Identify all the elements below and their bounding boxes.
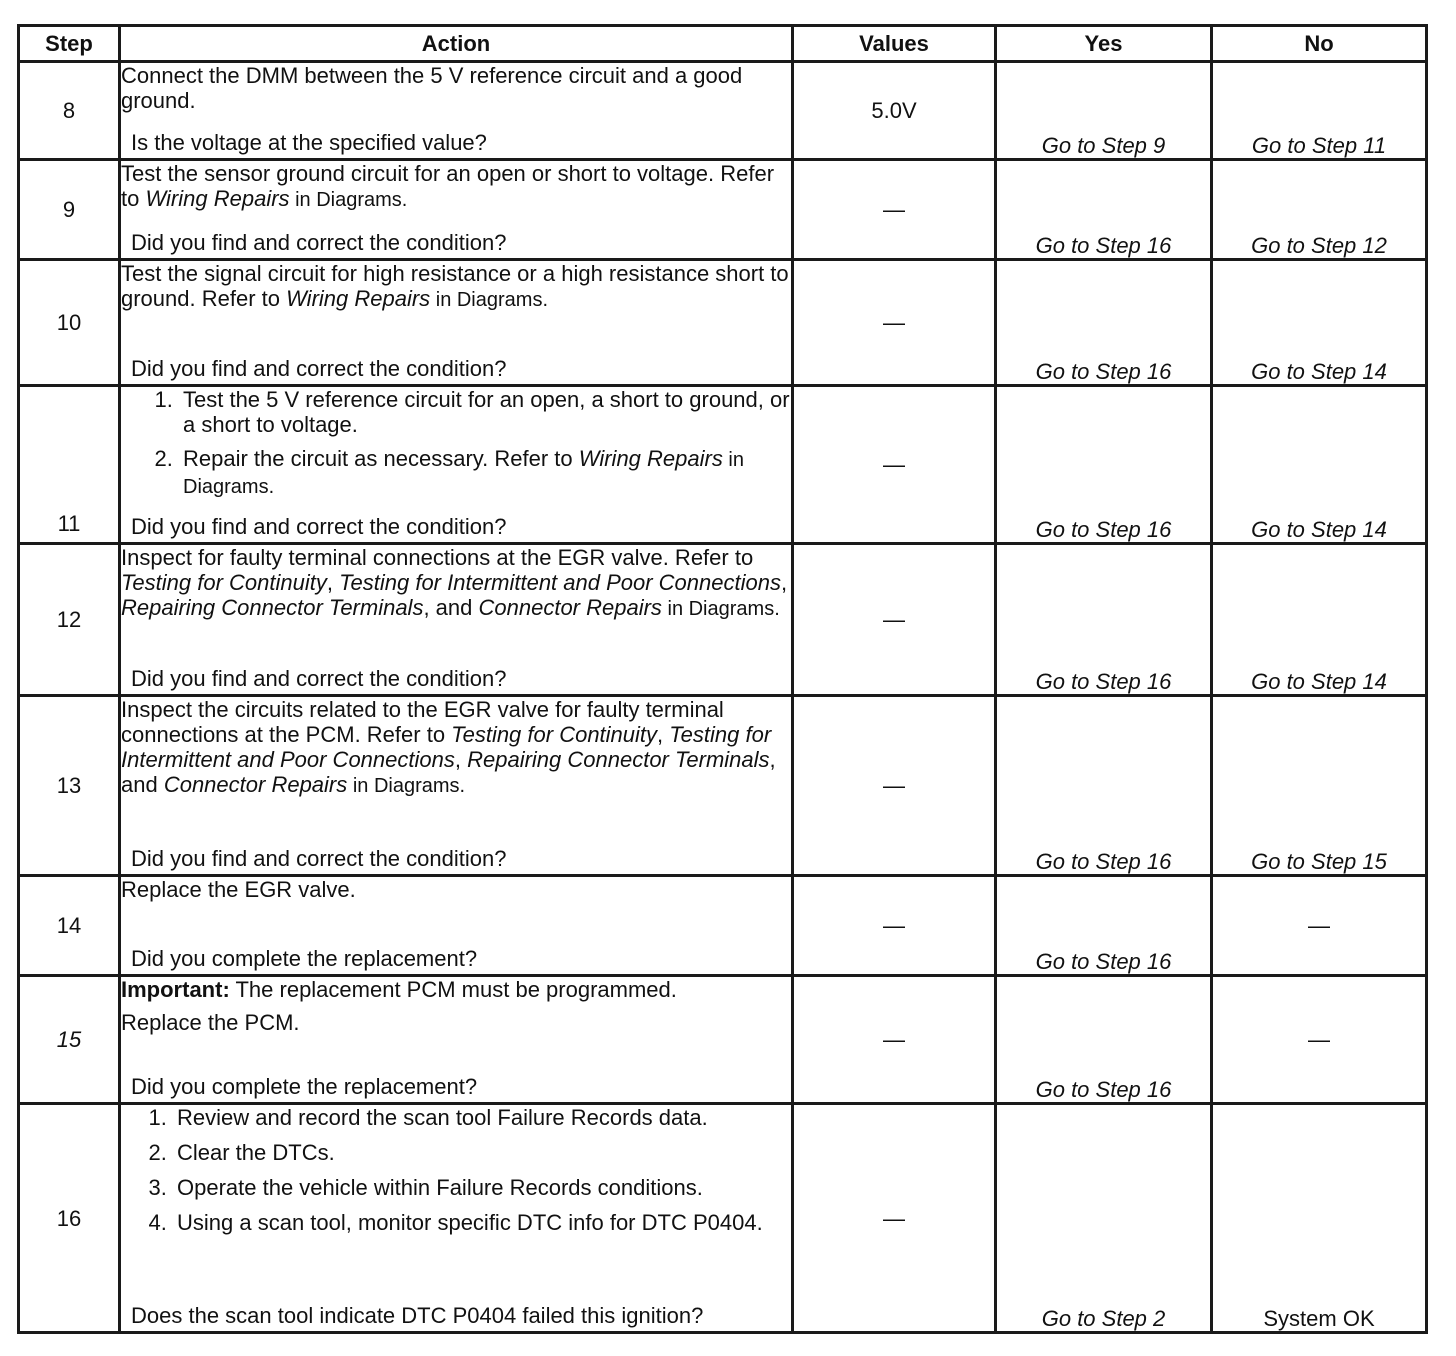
step-number: 10: [19, 260, 120, 386]
table-row: [19, 976, 1427, 1104]
action-cell: [120, 976, 793, 1104]
action-question: Did you complete the replacement?: [131, 1074, 478, 1099]
table-row: [19, 160, 1427, 260]
table-row: [19, 386, 1427, 544]
value-cell: 5.0V: [793, 62, 996, 160]
yes-cell: Go to Step 16: [996, 160, 1212, 260]
value-cell: —: [793, 160, 996, 260]
action-steps-list: [121, 387, 791, 500]
step-number: 11: [19, 386, 120, 544]
no-cell: —: [1212, 876, 1427, 976]
list-item: 3. Operate the vehicle within Failure Records conditions.: [173, 1175, 791, 1200]
action-text: Replace the PCM.: [121, 1010, 300, 1035]
no-cell: Go to Step 14: [1212, 386, 1427, 544]
step-number: 16: [19, 1104, 120, 1333]
value-cell: —: [793, 544, 996, 696]
no-cell: System OK: [1212, 1104, 1427, 1333]
action-question: Did you find and correct the condition?: [131, 666, 507, 691]
step-number: 14: [19, 876, 120, 976]
action-text: Replace the EGR valve.: [121, 877, 356, 902]
step-number: 15: [19, 976, 120, 1104]
yes-cell: Go to Step 16: [996, 876, 1212, 976]
yes-cell: Go to Step 16: [996, 260, 1212, 386]
list-item: 2. Repair the circuit as necessary. Refer to Wiring Repairs in Diagrams.: [179, 446, 791, 500]
action-question: Did you find and correct the condition?: [131, 514, 507, 539]
action-question: Does the scan tool indicate DTC P0404 failed this ignition?: [131, 1303, 704, 1328]
no-cell: —: [1212, 976, 1427, 1104]
table-row: [19, 544, 1427, 696]
value-cell: —: [793, 876, 996, 976]
yes-cell: Go to Step 16: [996, 544, 1212, 696]
header-no: No: [1212, 26, 1427, 62]
action-question: Did you complete the replacement?: [131, 946, 478, 971]
action-text: Inspect for faulty terminal connections at the EGR valve. Refer to Testing for Continuity, Testing for Intermittent and Poor Connections, Repairing Connector Terminals, and Connector Repairs in Diagrams.: [121, 545, 788, 620]
action-cell: [120, 1104, 793, 1333]
action-steps-list: [121, 1105, 791, 1235]
header-yes: Yes: [996, 26, 1212, 62]
step-number: 13: [19, 696, 120, 876]
action-cell: [120, 160, 793, 260]
header-action: Action: [120, 26, 793, 62]
action-text: Test the signal circuit for high resistance or a high resistance short to ground. Refer to Wiring Repairs in Diagrams.: [121, 261, 789, 311]
no-cell: Go to Step 14: [1212, 544, 1427, 696]
action-cell: [120, 696, 793, 876]
action-text: Inspect the circuits related to the EGR valve for faulty terminal connections at the PCM. Refer to Testing for Continuity, Testing for Intermittent and Poor Connections, Repairing Connector Terminals, and Connector Repairs in Diagrams.: [121, 697, 776, 797]
no-cell: Go to Step 12: [1212, 160, 1427, 260]
action-cell: [120, 544, 793, 696]
value-cell: —: [793, 386, 996, 544]
list-item: 2. Clear the DTCs.: [173, 1140, 791, 1165]
yes-cell: Go to Step 16: [996, 976, 1212, 1104]
table-row: [19, 1104, 1427, 1333]
yes-cell: Go to Step 9: [996, 62, 1212, 160]
action-cell: [120, 62, 793, 160]
important-note: Important: The replacement PCM must be programmed.: [121, 977, 677, 1002]
value-cell: —: [793, 696, 996, 876]
no-cell: Go to Step 14: [1212, 260, 1427, 386]
action-cell: [120, 260, 793, 386]
diagnostic-table: [17, 24, 1428, 1334]
action-text: Connect the DMM between the 5 V reference circuit and a good ground.: [121, 63, 743, 113]
list-item: 1. Review and record the scan tool Failure Records data.: [173, 1105, 791, 1130]
table-row: [19, 876, 1427, 976]
no-cell: Go to Step 11: [1212, 62, 1427, 160]
action-question: Did you find and correct the condition?: [131, 230, 507, 255]
step-number: 12: [19, 544, 120, 696]
action-text: Test the sensor ground circuit for an open or short to voltage. Refer to Wiring Repairs in Diagrams.: [121, 161, 775, 211]
header-values: Values: [793, 26, 996, 62]
list-item: 4. Using a scan tool, monitor specific DTC info for DTC P0404.: [173, 1210, 791, 1235]
reference-link-text: Wiring Repairs: [145, 186, 290, 211]
header-step: Step: [19, 26, 120, 62]
value-cell: —: [793, 976, 996, 1104]
list-item: 1. Test the 5 V reference circuit for an open, a short to ground, or a short to voltage.: [179, 387, 791, 437]
step-number: 9: [19, 160, 120, 260]
table-row: [19, 260, 1427, 386]
action-cell: [120, 876, 793, 976]
table-row: [19, 696, 1427, 876]
yes-cell: Go to Step 16: [996, 386, 1212, 544]
action-question: Is the voltage at the specified value?: [131, 130, 487, 155]
action-question: Did you find and correct the condition?: [131, 356, 507, 381]
table-row: [19, 62, 1427, 160]
step-number: 8: [19, 62, 120, 160]
yes-cell: Go to Step 2: [996, 1104, 1212, 1333]
yes-cell: Go to Step 16: [996, 696, 1212, 876]
action-question: Did you find and correct the condition?: [131, 846, 507, 871]
header-row: [19, 26, 1427, 62]
no-cell: Go to Step 15: [1212, 696, 1427, 876]
value-cell: —: [793, 1104, 996, 1333]
reference-link-text: Wiring Repairs: [286, 286, 431, 311]
value-cell: —: [793, 260, 996, 386]
action-cell: [120, 386, 793, 544]
